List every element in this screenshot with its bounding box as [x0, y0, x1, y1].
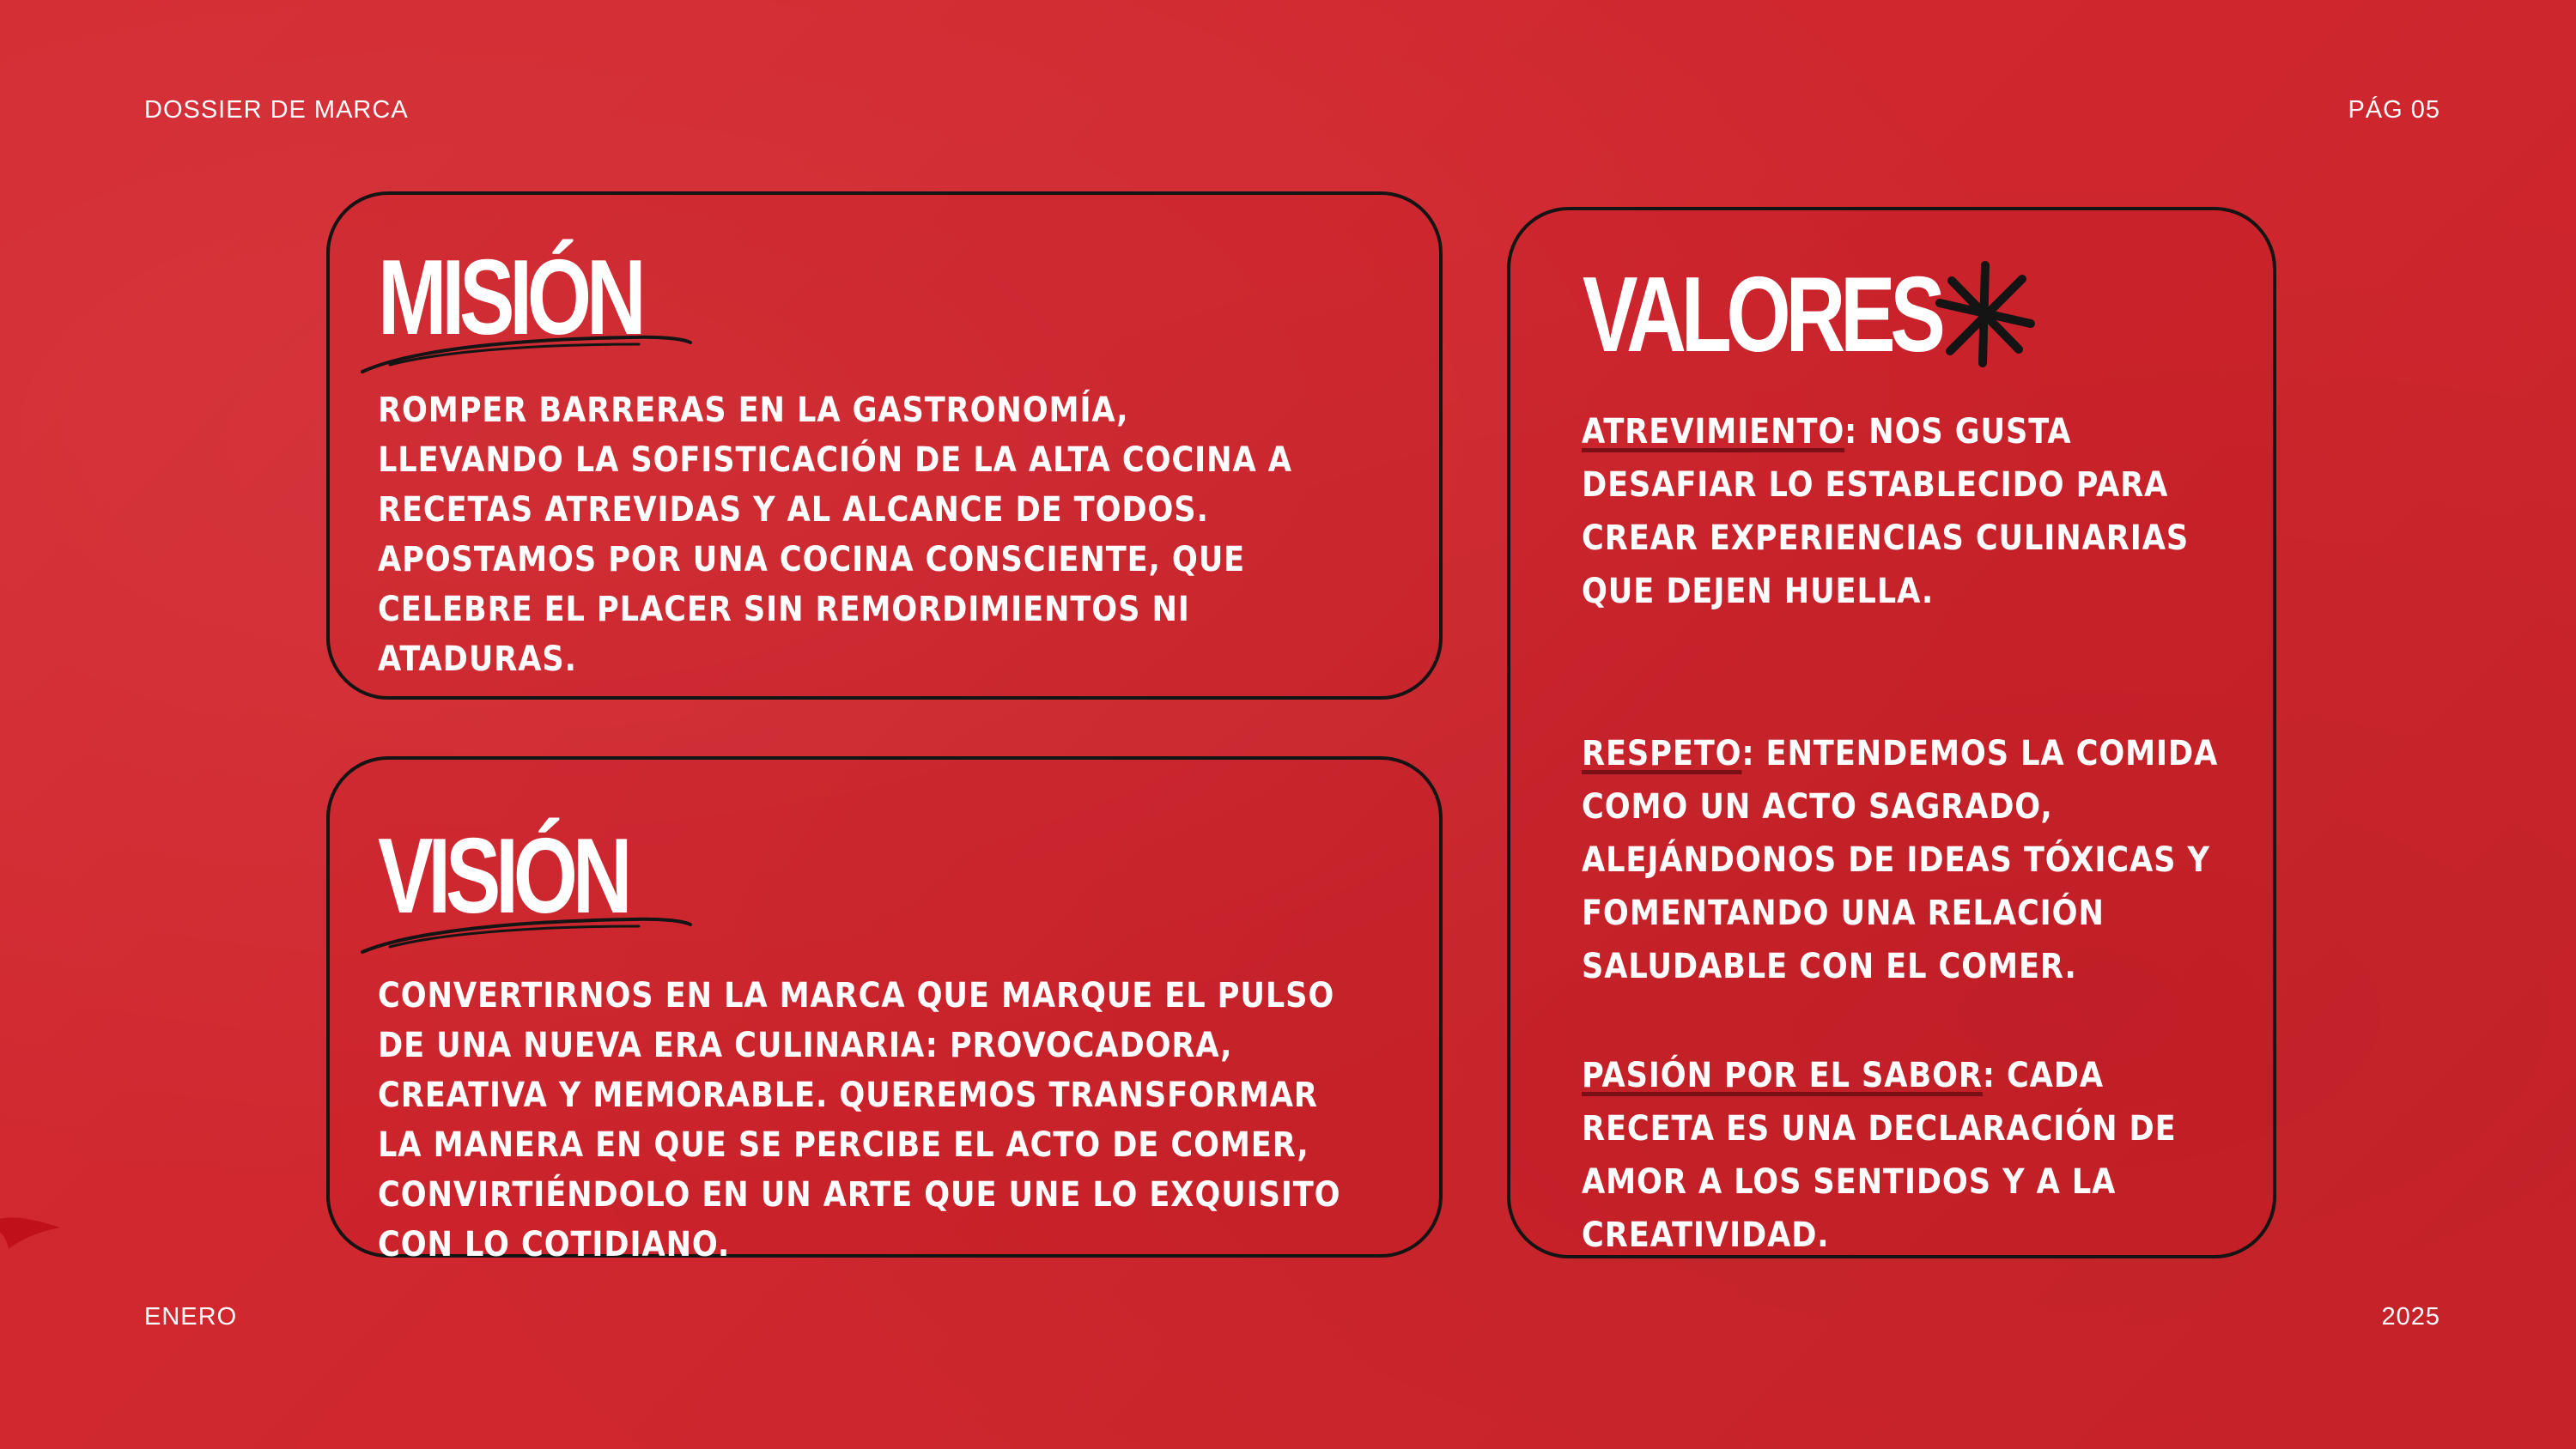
valor-title-pasion: PASIÓN POR EL SABOR — [1582, 1056, 1983, 1095]
valores-title: VALORES — [1583, 256, 1941, 374]
vision-underline-scribble — [355, 885, 699, 962]
footer-year: 2025 — [2381, 1303, 2440, 1331]
mision-text: ROMPER BARRERAS EN LA GASTRONOMÍA, LLEVANDO LA SOFISTICACIÓN DE LA ALTA COCINA A RECETAS ATREVIDAS Y AL ALCANCE DE TODOS. APOSTAMOS POR UNA COCINA CONSCIENTE, QUE CELEBRE EL PLACER SIN REMORDIMIENTOS NI ATADURAS. — [378, 391, 1292, 679]
vision-text: CONVERTIRNOS EN LA MARCA QUE MARQUE EL PULSO DE UNA NUEVA ERA CULINARIA: PROVOCADORA, CREATIVA Y MEMORABLE. QUEREMOS TRANSFORMAR LA MANERA EN QUE SE PERCIBE EL ACTO DE COMER, CONVIRTIÉNDOLO EN UN ARTE QUE UNE LO EXQUISITO CON LO COTIDIANO. — [378, 976, 1341, 1264]
valores-card — [1507, 207, 2276, 1258]
asterisk-star-icon — [1921, 250, 2050, 379]
header-brand-dossier: DOSSIER DE MARCA — [144, 96, 409, 124]
vision-title: VISIÓN — [378, 817, 628, 936]
valor-title-atrevimiento: ATREVIMIENTO — [1582, 412, 1845, 452]
valor-item-atrevimiento — [1582, 405, 2232, 618]
paint-splash-decoration — [0, 1202, 69, 1270]
mision-underline-scribble — [355, 305, 699, 382]
page-number: PÁG 05 — [2348, 96, 2440, 124]
mision-title: MISIÓN — [378, 239, 641, 357]
footer-month: ENERO — [144, 1303, 238, 1331]
valor-title-respeto: RESPETO — [1582, 734, 1742, 773]
valor-text-respeto: : ENTENDEMOS LA COMIDA COMO UN ACTO SAGRADO, ALEJÁNDONOS DE IDEAS TÓXICAS Y FOMENTANDO UNA RELACIÓN SALUDABLE CON EL COMER. — [1582, 734, 2219, 986]
valor-item-pasion — [1582, 1049, 2232, 1262]
mision-card — [326, 191, 1443, 700]
valor-text-atrevimiento: : NOS GUSTA DESAFIAR LO ESTABLECIDO PARA CREAR EXPERIENCIAS CULINARIAS QUE DEJEN HUELLA. — [1582, 412, 2190, 611]
valor-item-respeto — [1582, 727, 2232, 993]
vision-card — [326, 756, 1443, 1264]
valor-text-pasion: : CADA RECETA ES UNA DECLARACIÓN DE AMOR A LOS SENTIDOS Y A LA CREATIVIDAD. — [1582, 1056, 2177, 1255]
